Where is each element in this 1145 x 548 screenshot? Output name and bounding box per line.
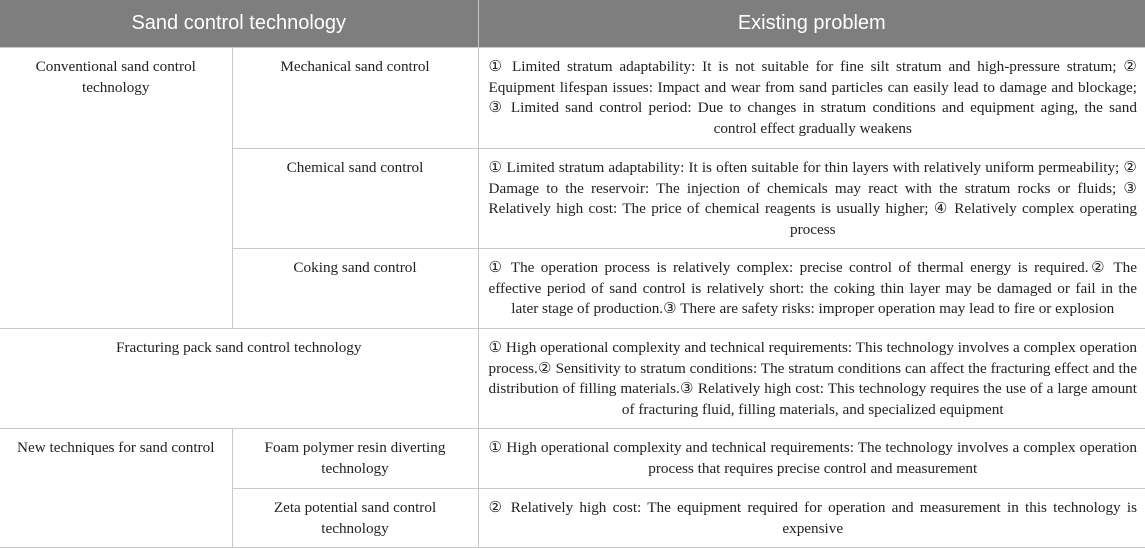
table-row-fracturing (0, 329, 1145, 429)
problem-zeta: ② Relatively high cost: The equipment required for operation and measurement in this technology is expensive (478, 489, 1145, 548)
header-technology: Sand control technology (0, 0, 478, 48)
header-row (0, 0, 1145, 48)
problem-fracturing: ① High operational complexity and technical requirements: This technology involves a complex operation process.② Sensitivity to stratum conditions: The stratum conditions can affect the fracturing effect and the distribution of filling materials.③ Relatively high cost: This technology requires the use of a large amount of fracturing fluid, filling materials, and specialized equipment (478, 329, 1145, 429)
category-conventional: Conventional sand control technology (0, 48, 232, 329)
tech-foam: Foam polymer resin diverting technology (232, 429, 478, 489)
problem-chemical: ① Limited stratum adaptability: It is often suitable for thin layers with relatively uniform permeability; ② Damage to the reservoir: The injection of chemicals may react with the stratum rocks or fluids; ③ Relatively high cost: The price of chemical reagents is usually higher; ④ Relatively complex operating process (478, 149, 1145, 249)
tech-fracturing: Fracturing pack sand control technology (0, 329, 478, 429)
header-problem: Existing problem (478, 0, 1145, 48)
tech-coking: Coking sand control (232, 249, 478, 329)
problem-foam: ① High operational complexity and technical requirements: The technology involves a complex operation process that requires precise control and measurement (478, 429, 1145, 489)
table-row-foam (0, 429, 1145, 489)
problem-coking: ① The operation process is relatively complex: precise control of thermal energy is required.② The effective period of sand control is relatively short: the coking thin layer may be damaged or fail in the later stage of production.③ There are safety risks: improper operation may lead to fire or explosion (478, 249, 1145, 329)
table-row-mechanical (0, 48, 1145, 149)
tech-zeta: Zeta potential sand control technology (232, 489, 478, 548)
tech-chemical: Chemical sand control (232, 149, 478, 249)
category-new-techniques: New techniques for sand control (0, 429, 232, 548)
problem-mechanical: ① Limited stratum adaptability: It is not suitable for fine silt stratum and high-pressure stratum; ② Equipment lifespan issues: Impact and wear from sand particles can easily lead to damage and blockage; ③ Limited sand control period: Due to changes in stratum conditions and equipment aging, the sand control effect gradually weakens (478, 48, 1145, 149)
tech-mechanical: Mechanical sand control (232, 48, 478, 149)
